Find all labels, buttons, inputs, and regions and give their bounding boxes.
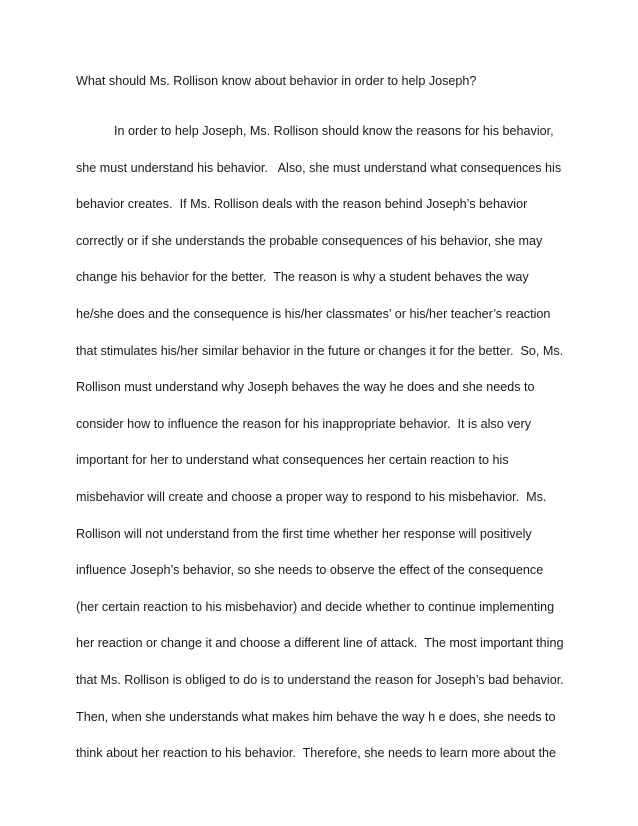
paragraph-line: consider how to influence the reason for his inappropriate behavior. It is also very (76, 416, 532, 431)
paragraph-line: (her certain reaction to his misbehavior) and decide whether to continue implementing (76, 599, 555, 614)
paragraph-line: behavior creates. If Ms. Rollison deals with the reason behind Joseph’s behavior (76, 197, 528, 212)
paragraph-line: that stimulates his/her similar behavior in the future or changes it for the better. So, Ms. (76, 343, 564, 358)
paragraph-line: influence Joseph’s behavior, so she needs to observe the effect of the consequence (76, 563, 544, 578)
paragraph-line: Rollison must understand why Joseph behaves the way he does and she needs to (76, 380, 535, 395)
question-heading: What should Ms. Rollison know about behavior in order to help Joseph? (76, 74, 477, 88)
paragraph-line: important for her to understand what consequences her certain reaction to his (76, 453, 509, 468)
paragraph-line: Rollison will not understand from the first time whether her response will positively (76, 526, 532, 541)
paragraph-line: she must understand his behavior. Also, she must understand what consequences his (76, 160, 562, 175)
paragraph-line: that Ms. Rollison is obliged to do is to understand the reason for Joseph’s bad behavior. (76, 672, 564, 687)
paragraph-line: Then, when she understands what makes him behave the way h e does, she needs to (76, 709, 556, 724)
paragraph-line: he/she does and the consequence is his/her classmates’ or his/her teacher’s reaction (76, 306, 551, 321)
paragraph-line: misbehavior will create and choose a proper way to respond to his misbehavior. Ms. (76, 489, 547, 504)
paragraph-line: her reaction or change it and choose a different line of attack. The most important thing (76, 636, 564, 651)
answer-paragraph (76, 124, 564, 783)
paragraph-line: correctly or if she understands the probable consequences of his behavior, she may (76, 233, 543, 248)
paragraph-line: In order to help Joseph, Ms. Rollison should know the reasons for his behavior, (114, 124, 554, 138)
paragraph-line: think about her reaction to his behavior. Therefore, she needs to learn more about the (76, 746, 557, 761)
paragraph-line: change his behavior for the better. The reason is why a student behaves the way (76, 270, 529, 285)
